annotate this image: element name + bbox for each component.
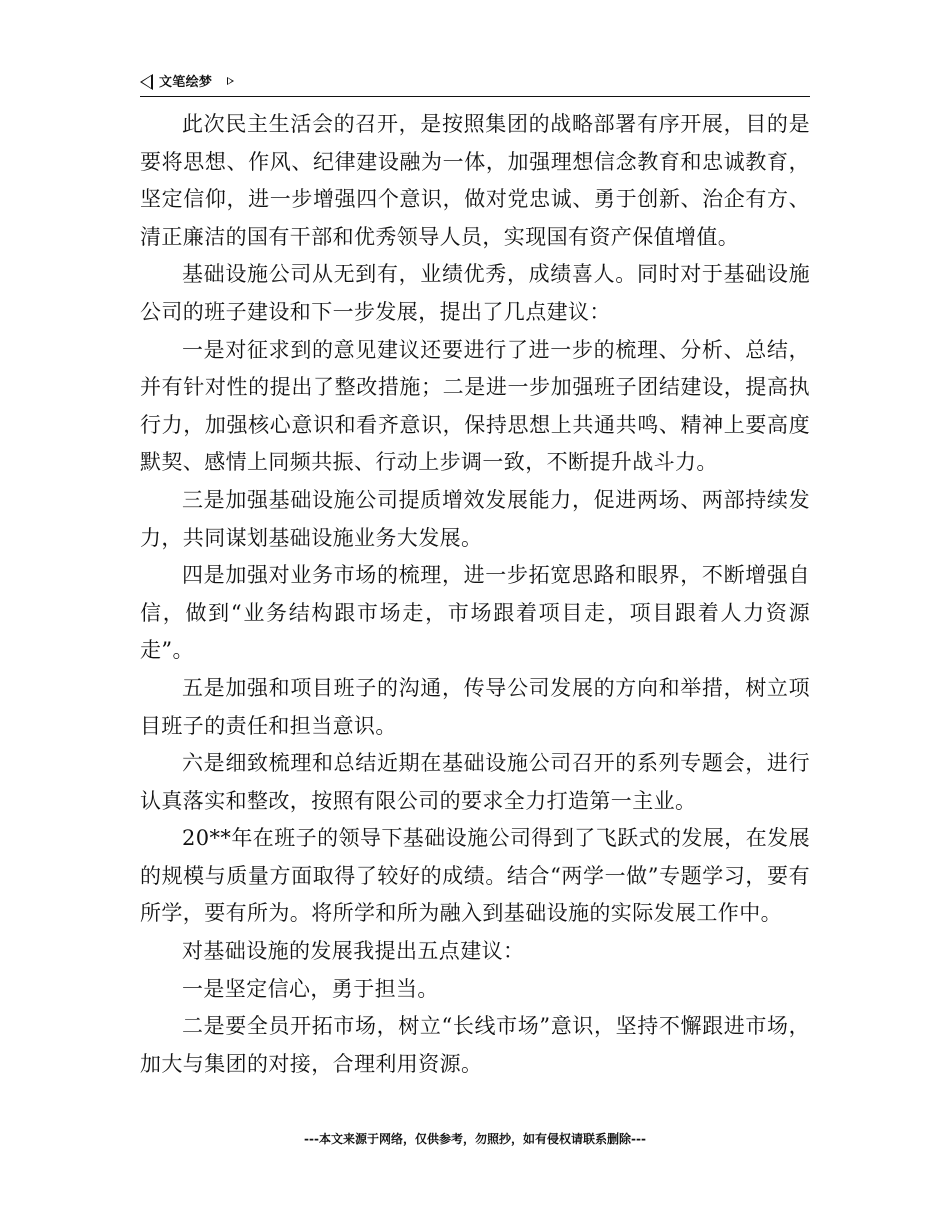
paragraph: 二是要全员开拓市场，树立“长线市场”意识，坚持不懈跟进市场，加大与集团的对接，合理利用资源。	[140, 1014, 810, 1076]
paragraph: 此次民主生活会的召开，是按照集团的战略部署有序开展，目的是要将思想、作风、纪律建设融为一体，加强理想信念教育和忠诚教育，坚定信仰，进一步增强四个意识，做对党忠诚、勇于创新、治企有方、清正廉洁的国有干部和优秀领导人员，实现国有资产保值增值。	[140, 112, 810, 249]
paragraph: 六是细致梳理和总结近期在基础设施公司召开的系列专题会，进行认真落实和整改，按照有限公司的要求全力打造第一主业。	[140, 751, 810, 813]
paragraph: 四是加强对业务市场的梳理，进一步拓宽思路和眼界，不断增强自信，做到“业务结构跟市场走，市场跟着项目走，项目跟着人力资源走”。	[140, 563, 810, 663]
header-title: 文笔绘梦	[159, 75, 213, 90]
paragraph: 对基础设施的发展我提出五点建议：	[182, 939, 525, 964]
left-triangle-icon	[140, 74, 153, 90]
paragraph: 20**年在班子的领导下基础设施公司得到了飞跃式的发展，在发展的规模与质量方面取得了较好的成绩。结合“两学一做”专题学习，要有所学，要有所为。将所学和所为融入到基础设施的实际发展工作中。	[140, 826, 810, 926]
page-header	[140, 72, 810, 97]
paragraph: 一是坚定信心，勇于担当。	[182, 976, 439, 1001]
paragraph: 基础设施公司从无到有，业绩优秀，成绩喜人。同时对于基础设施公司的班子建设和下一步发展，提出了几点建议：	[140, 262, 810, 324]
paragraph: 五是加强和项目班子的沟通，传导公司发展的方向和举措，树立项目班子的责任和担当意识。	[140, 675, 810, 738]
paragraph: 一是对征求到的意见建议还要进行了进一步的梳理、分析、总结，并有针对性的提出了整改措施；二是进一步加强班子团结建设，提高执行力，加强核心意识和看齐意识，保持思想上共通共鸣、精神上要高度默契、感情上同频共振、行动上步调一致，不断提升战斗力。	[140, 337, 810, 475]
paragraph: 三是加强基础设施公司提质增效发展能力，促进两场、两部持续发力，共同谋划基础设施业务大发展。	[140, 487, 810, 550]
right-triangle-icon	[227, 77, 234, 85]
document-body	[140, 106, 810, 1083]
footer-disclaimer: ---本文来源于网络，仅供参考，勿照抄，如有侵权请联系删除---	[304, 1132, 646, 1146]
